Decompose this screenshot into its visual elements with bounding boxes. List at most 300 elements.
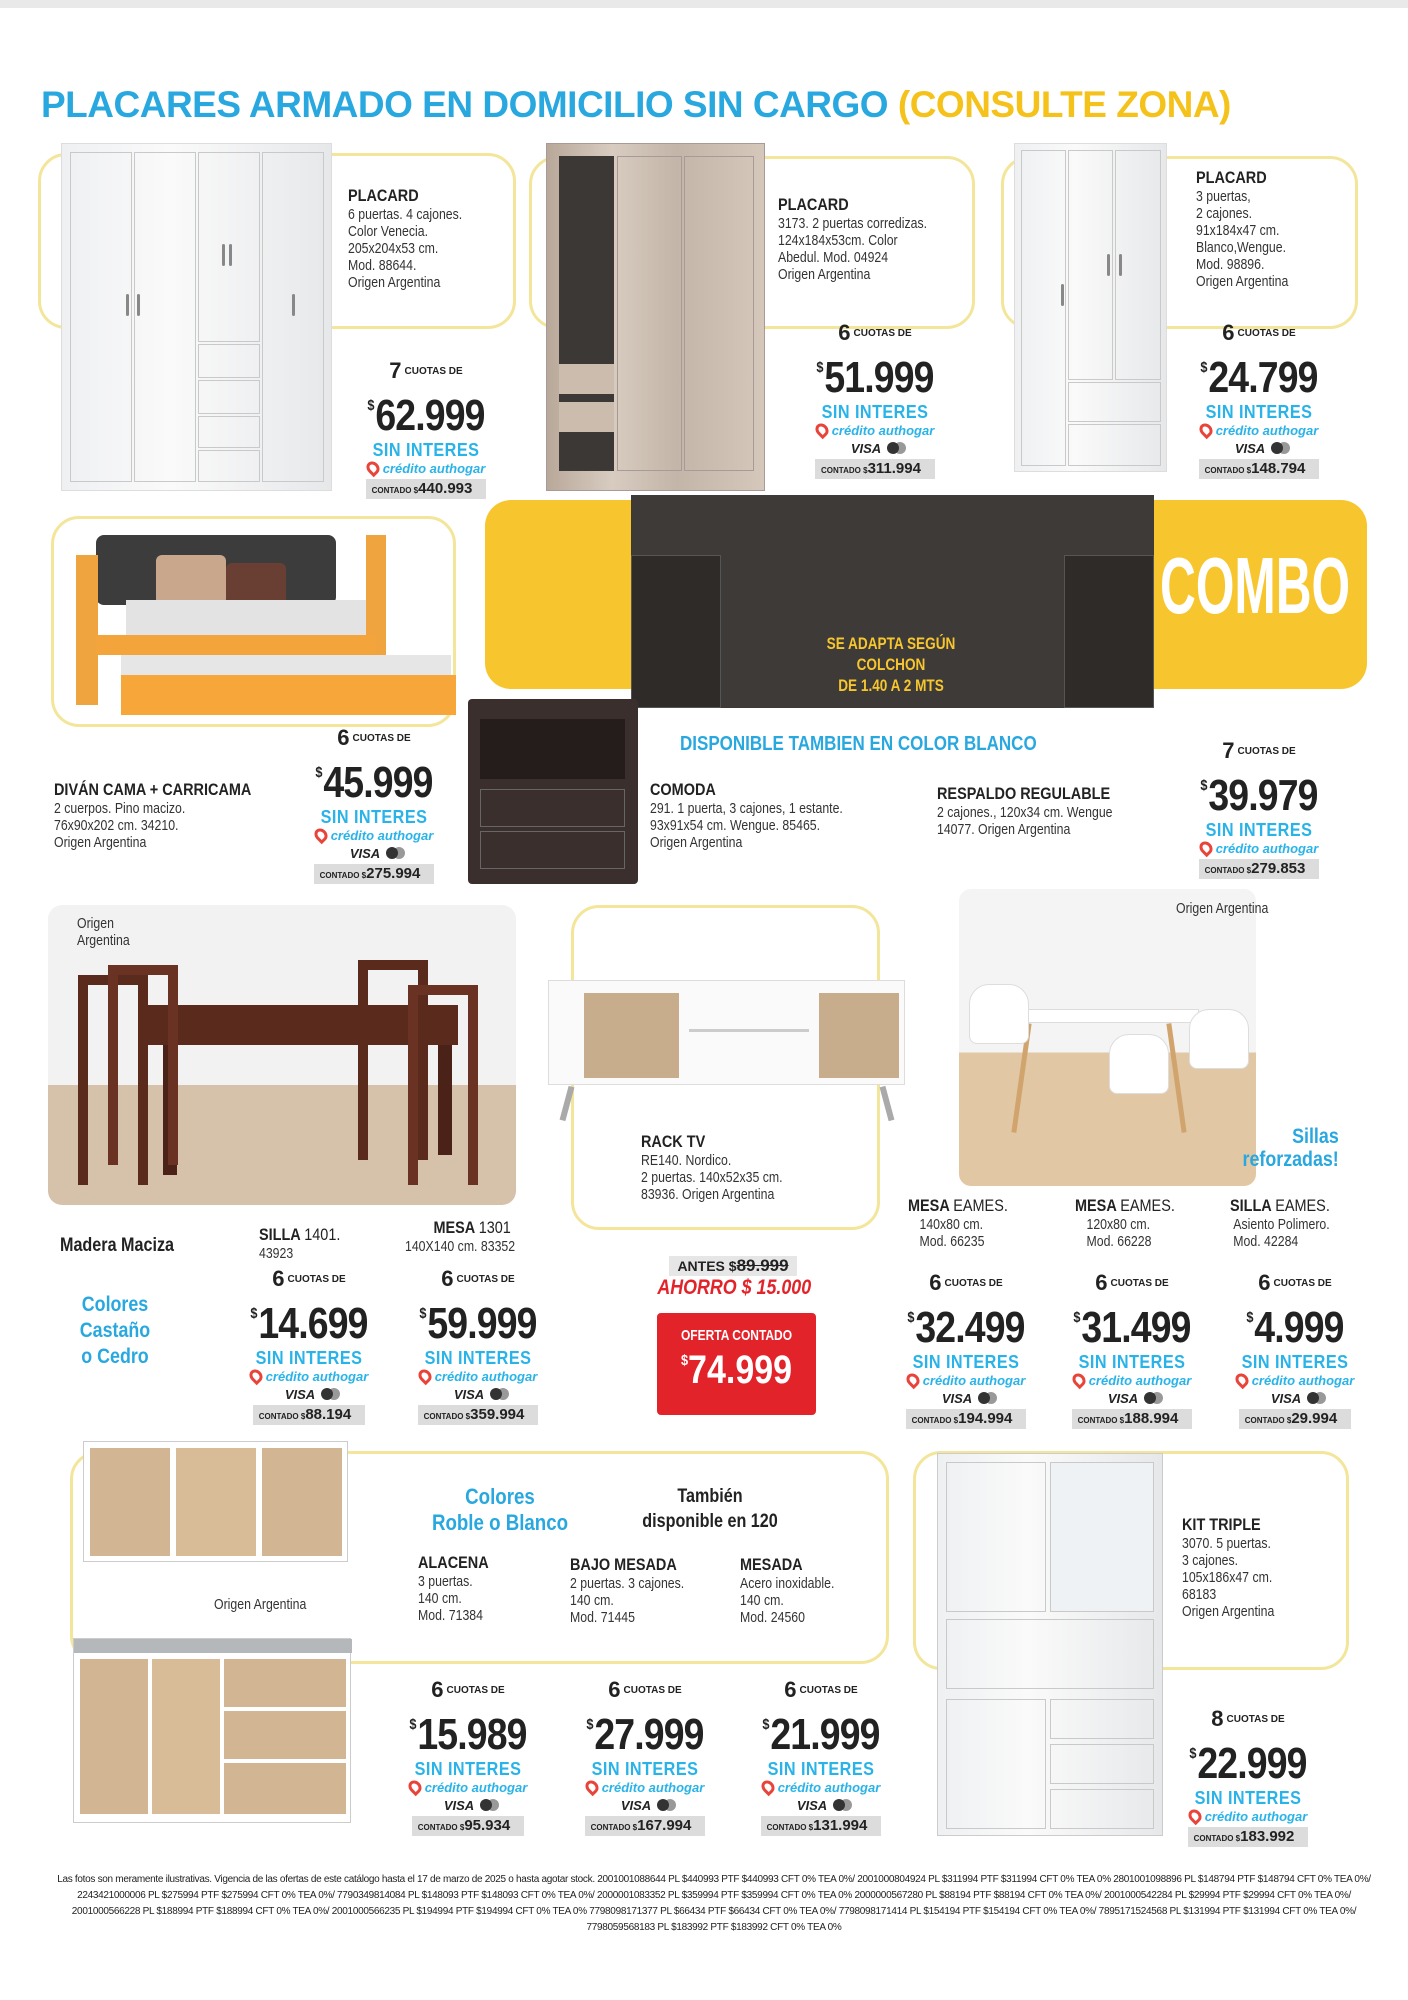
credito-label: crédito authogar: [922, 1373, 1026, 1388]
placard2-price: [795, 320, 955, 479]
placard1-price: [346, 358, 506, 499]
price: [400, 1703, 536, 1757]
silla1401-price: [229, 1266, 389, 1425]
contado-value: 440.993: [418, 480, 473, 497]
visa-logo: VISA: [1107, 1391, 1139, 1406]
contado-label: CONTADO $: [423, 1412, 471, 1421]
credito-label: crédito authogar: [1251, 1373, 1355, 1388]
credito-authogar: [1179, 841, 1339, 856]
location-pin-icon: [1197, 839, 1215, 857]
payment-cards: [398, 1387, 558, 1402]
placard3-price: [1179, 320, 1339, 479]
comoda-image: [468, 699, 638, 884]
alacena-info: [418, 1553, 501, 1624]
price: [1191, 764, 1327, 818]
contado-price: [906, 1409, 1027, 1429]
product-desc: 3 puertas, 2 cajones. 91x184x47 cm. Blanco,Wengue. Mod. 98896. Origen Argentina: [1196, 188, 1289, 290]
placard3-info: [1196, 168, 1309, 290]
alacena-image: [83, 1441, 348, 1562]
visa-logo: VISA: [941, 1391, 973, 1406]
contado-label: CONTADO $: [911, 1416, 959, 1425]
product-model: EAMES.: [953, 1196, 1008, 1215]
location-pin-icon: [1233, 1371, 1251, 1389]
kit-triple-image: [937, 1453, 1163, 1836]
silla1401-info: [259, 1225, 355, 1262]
contado-value: 29.994: [1291, 1410, 1338, 1427]
credito-authogar: [741, 1780, 901, 1795]
cuotas-count: [795, 320, 955, 346]
cuotas-count: [741, 1677, 901, 1703]
price: [807, 346, 943, 400]
price: [1191, 346, 1327, 400]
product-title: RACK TV: [641, 1132, 706, 1151]
payment-cards: [1215, 1391, 1375, 1406]
placard2-info: [778, 195, 960, 283]
mesa1301-price: [398, 1266, 558, 1425]
contado-label: CONTADO $: [1193, 1834, 1241, 1843]
combo-label: COMBO: [1160, 541, 1351, 630]
payment-cards: [294, 846, 454, 861]
placard3-image: [1014, 143, 1167, 472]
mastercard-icon: [833, 1799, 845, 1811]
price-value: 59.999: [427, 1299, 537, 1348]
contado-value: 88.194: [305, 1406, 352, 1423]
contado-value: 359.994: [470, 1406, 525, 1423]
cuotas-label: CUOTAS DE: [853, 328, 912, 339]
cuotas-number: 6: [1095, 1270, 1108, 1295]
contado-label: CONTADO $: [766, 1823, 814, 1832]
cuotas-count: [1215, 1270, 1375, 1296]
visa-logo: VISA: [850, 441, 882, 456]
credito-label: crédito authogar: [1215, 423, 1319, 438]
disponible-blanco: DISPONIBLE TAMBIEN EN COLOR BLANCO: [680, 733, 1037, 755]
product-title: COMODA: [650, 780, 716, 799]
visa-logo: VISA: [1270, 1391, 1302, 1406]
sin-interes: SIN INTERES: [1241, 1352, 1349, 1372]
cuotas-number: 8: [1211, 1706, 1224, 1731]
payment-cards: [886, 1391, 1046, 1406]
mesada-info: [740, 1555, 855, 1626]
credito-authogar: [1215, 1373, 1375, 1388]
contado-value: 95.934: [464, 1817, 511, 1834]
price: [898, 1296, 1034, 1350]
contado-value: 188.994: [1124, 1410, 1179, 1427]
contado-value: 183.992: [1240, 1828, 1295, 1845]
contado-label: CONTADO $: [590, 1823, 638, 1832]
cuotas-label: CUOTAS DE: [404, 366, 463, 377]
product-title: KIT TRIPLE: [1182, 1515, 1261, 1534]
price: [410, 1292, 546, 1346]
cuotas-count: [1168, 1706, 1328, 1732]
contado-label: CONTADO $: [1204, 466, 1252, 475]
payment-cards: [388, 1798, 548, 1813]
contado-value: 279.853: [1251, 860, 1306, 877]
product-desc: 140X140 cm. 83352: [405, 1238, 516, 1255]
cuotas-number: 7: [1222, 738, 1235, 763]
kit-triple-price: [1168, 1706, 1328, 1847]
mesa-eames-120-info: [1075, 1196, 1192, 1250]
sin-interes: SIN INTERES: [414, 1759, 522, 1779]
contado-label: CONTADO $: [1204, 866, 1252, 875]
credito-authogar: [886, 1373, 1046, 1388]
product-title: BAJO MESADA: [570, 1555, 677, 1574]
mesada-price: [741, 1677, 901, 1836]
location-pin-icon: [1197, 421, 1215, 439]
colores-castano: Colores Castaño o Cedro: [79, 1293, 151, 1368]
sillas-reforzadas: Sillas reforzadas!: [1242, 1125, 1339, 1171]
sin-interes: SIN INTERES: [821, 402, 929, 422]
bajo-mesada-price: [565, 1677, 725, 1836]
contado-label: CONTADO $: [319, 871, 367, 880]
alacena-price: [388, 1677, 548, 1836]
kitchen-origen: Origen Argentina: [214, 1596, 307, 1613]
visa-logo: VISA: [349, 846, 381, 861]
mesa-eames-120-price: [1052, 1270, 1212, 1429]
currency: $: [762, 1716, 769, 1733]
placard2-image: [546, 143, 765, 491]
mastercard-icon: [1144, 1392, 1156, 1404]
cuotas-count: [294, 725, 454, 751]
product-title: PLACARD: [778, 195, 849, 214]
dining-image: [48, 905, 516, 1205]
location-pin-icon: [1070, 1371, 1088, 1389]
antes-price: 89.999: [736, 1256, 789, 1275]
credito-authogar: [795, 423, 955, 438]
currency: $: [1189, 1745, 1196, 1762]
cuotas-count: [1052, 1270, 1212, 1296]
cuotas-number: 6: [784, 1677, 797, 1702]
placard1-image: [61, 143, 332, 491]
product-desc: 3 puertas. 140 cm. Mod. 71384: [418, 1573, 483, 1624]
currency: $: [907, 1309, 914, 1326]
sin-interes: SIN INTERES: [372, 440, 480, 460]
credito-label: crédito authogar: [330, 828, 434, 843]
ahorro-text: AHORRO $ 15.000: [657, 1276, 812, 1299]
contado-price: [412, 1816, 524, 1836]
currency: $: [1246, 1309, 1253, 1326]
cuotas-number: 6: [441, 1266, 454, 1291]
product-desc: 2 cajones., 120x34 cm. Wengue 14077. Origen Argentina: [937, 804, 1113, 838]
payment-cards: [1179, 441, 1339, 456]
credito-authogar: [388, 1780, 548, 1795]
location-pin-icon: [583, 1778, 601, 1796]
location-pin-icon: [312, 826, 330, 844]
cuotas-label: CUOTAS DE: [1237, 328, 1296, 339]
top-bar: [0, 0, 1408, 8]
product-desc: 291. 1 puerta, 3 cajones, 1 estante. 93x91x54 cm. Wengue. 85465. Origen Argentina: [650, 800, 843, 851]
product-title: MESA: [1075, 1196, 1117, 1215]
rack-image: [548, 980, 905, 1085]
credito-label: crédito authogar: [434, 1369, 538, 1384]
sin-interes: SIN INTERES: [255, 1348, 363, 1368]
contado-value: 148.794: [1251, 460, 1306, 477]
divan-image: [76, 535, 462, 740]
cuotas-count: [346, 358, 506, 384]
divan-price: [294, 725, 454, 884]
oferta-contado-box: [657, 1313, 816, 1415]
payment-cards: [229, 1387, 389, 1402]
credito-authogar: [229, 1369, 389, 1384]
product-title: RESPALDO REGULABLE: [937, 784, 1111, 803]
tambien-120: También disponible en 120: [642, 1486, 778, 1532]
contado-value: 167.994: [637, 1817, 692, 1834]
contado-price: [1199, 459, 1320, 479]
price-value: 14.699: [258, 1299, 368, 1348]
divan-info: [54, 780, 286, 851]
currency: $: [1200, 777, 1207, 794]
price: [1227, 1296, 1363, 1350]
currency: $: [419, 1305, 426, 1322]
mesa1301-info: [405, 1218, 539, 1255]
respaldo-info: [937, 784, 1151, 838]
price-value: 15.989: [417, 1710, 527, 1759]
product-model: EAMES.: [1275, 1196, 1330, 1215]
cuotas-count: [398, 1266, 558, 1292]
comoda-info: [650, 780, 885, 851]
visa-logo: VISA: [443, 1798, 475, 1813]
contado-price: [418, 1405, 539, 1425]
product-title: PLACARD: [348, 186, 419, 205]
contado-price: [1239, 1409, 1351, 1429]
eames-origen: Origen Argentina: [1176, 900, 1269, 917]
product-title: MESA: [908, 1196, 950, 1215]
mastercard-icon: [386, 847, 398, 859]
contado-label: CONTADO $: [258, 1412, 306, 1421]
visa-logo: VISA: [453, 1387, 485, 1402]
price-value: 31.499: [1081, 1303, 1191, 1352]
payment-cards: [795, 441, 955, 456]
kit-triple-info: [1182, 1515, 1295, 1620]
cuotas-count: [565, 1677, 725, 1703]
silla-eames-price: [1215, 1270, 1375, 1429]
visa-logo: VISA: [1234, 441, 1266, 456]
price: [753, 1703, 889, 1757]
credito-authogar: [346, 461, 506, 476]
product-desc: 43923: [259, 1245, 294, 1262]
location-pin-icon: [759, 1778, 777, 1796]
sin-interes: SIN INTERES: [424, 1348, 532, 1368]
bajo-mesada-image: [73, 1638, 351, 1823]
contado-label: CONTADO $: [1244, 1416, 1292, 1425]
price-value: 39.979: [1208, 771, 1318, 820]
madera-maciza: Madera Maciza: [60, 1235, 175, 1256]
visa-logo: VISA: [620, 1798, 652, 1813]
contado-price: [366, 479, 487, 499]
sin-interes: SIN INTERES: [1205, 820, 1313, 840]
cuotas-count: [229, 1266, 389, 1292]
price-value: 45.999: [323, 758, 433, 807]
silla-eames-info: [1230, 1196, 1352, 1250]
contado-price: [815, 459, 935, 479]
product-model: 1301: [478, 1218, 511, 1237]
credito-label: crédito authogar: [1215, 841, 1319, 856]
visa-logo: VISA: [284, 1387, 316, 1402]
price: [306, 751, 442, 805]
mastercard-icon: [1271, 442, 1283, 454]
combo-adapta-text: SE ADAPTA SEGÚN COLCHON DE 1.40 A 2 MTS: [826, 634, 956, 695]
price-value: 22.999: [1197, 1739, 1307, 1788]
credito-label: crédito authogar: [265, 1369, 369, 1384]
page-title: [41, 84, 1231, 126]
sin-interes: SIN INTERES: [1078, 1352, 1186, 1372]
contado-label: CONTADO $: [821, 466, 868, 475]
location-pin-icon: [247, 1367, 265, 1385]
oferta-label: OFERTA CONTADO: [680, 1327, 793, 1344]
cuotas-number: 6: [838, 320, 851, 345]
product-model: 1401.: [304, 1225, 341, 1244]
cuotas-label: CUOTAS DE: [1273, 1278, 1332, 1289]
cuotas-number: 6: [431, 1677, 444, 1702]
credito-label: crédito authogar: [777, 1780, 881, 1795]
product-title: MESADA: [740, 1555, 803, 1574]
cuotas-number: 6: [272, 1266, 285, 1291]
credito-label: crédito authogar: [1088, 1373, 1192, 1388]
credito-authogar: [398, 1369, 558, 1384]
cuotas-label: CUOTAS DE: [799, 1685, 858, 1696]
product-desc: 6 puertas. 4 cajones. Color Venecia. 205x204x53 cm. Mod. 88644. Origen Argentina: [348, 206, 463, 291]
cuotas-label: CUOTAS DE: [456, 1274, 515, 1285]
price: [1180, 1732, 1316, 1786]
payment-cards: [1052, 1391, 1212, 1406]
cuotas-number: 7: [389, 358, 402, 383]
product-title: DIVÁN CAMA + CARRICAMA: [54, 780, 252, 799]
rack-info: [641, 1132, 814, 1203]
oferta-price: 74.999: [688, 1348, 793, 1392]
cuotas-label: CUOTAS DE: [1226, 1714, 1285, 1725]
contado-value: 131.994: [813, 1817, 868, 1834]
price-value: 21.999: [770, 1710, 880, 1759]
cuotas-count: [1179, 738, 1339, 764]
credito-label: crédito authogar: [382, 461, 486, 476]
credito-authogar: [565, 1780, 725, 1795]
cuotas-number: 6: [1222, 320, 1235, 345]
currency: $: [816, 359, 823, 376]
currency: $: [367, 397, 374, 414]
credito-authogar: [1052, 1373, 1212, 1388]
cuotas-label: CUOTAS DE: [352, 733, 411, 744]
mastercard-icon: [480, 1799, 492, 1811]
dining-origen: Origen Argentina: [77, 915, 130, 949]
mastercard-icon: [321, 1388, 333, 1400]
cuotas-label: CUOTAS DE: [446, 1685, 505, 1696]
credito-label: crédito authogar: [1204, 1809, 1308, 1824]
location-pin-icon: [406, 1778, 424, 1796]
product-desc: 2 puertas. 3 cajones. 140 cm. Mod. 71445: [570, 1575, 685, 1626]
mastercard-icon: [490, 1388, 502, 1400]
contado-label: CONTADO $: [417, 1823, 465, 1832]
contado-price: [761, 1816, 882, 1836]
credito-authogar: [1168, 1809, 1328, 1824]
cuotas-label: CUOTAS DE: [623, 1685, 682, 1696]
sin-interes: SIN INTERES: [767, 1759, 875, 1779]
cuotas-count: [388, 1677, 548, 1703]
sin-interes: SIN INTERES: [1194, 1788, 1302, 1808]
mesa-eames-140-info: [908, 1196, 1025, 1250]
product-title: SILLA: [1230, 1196, 1272, 1215]
price-value: 4.999: [1254, 1303, 1344, 1352]
bajo-mesada-info: [570, 1555, 709, 1626]
cuotas-number: 6: [608, 1677, 621, 1702]
payment-cards: [565, 1798, 725, 1813]
mastercard-icon: [657, 1799, 669, 1811]
colores-roble: Colores Roble o Blanco: [431, 1484, 569, 1535]
price-value: 32.499: [915, 1303, 1025, 1352]
product-title: MESA: [433, 1218, 475, 1237]
cuotas-label: CUOTAS DE: [944, 1278, 1003, 1289]
cuotas-count: [886, 1270, 1046, 1296]
cuotas-number: 6: [929, 1270, 942, 1295]
credito-label: crédito authogar: [831, 423, 935, 438]
product-title: ALACENA: [418, 1553, 489, 1572]
contado-label: CONTADO $: [1077, 1416, 1125, 1425]
title-zone: (CONSULTE ZONA): [897, 84, 1231, 125]
product-desc: 2 cuerpos. Pino macizo. 76x90x202 cm. 34210. Origen Argentina: [54, 800, 186, 851]
sin-interes: SIN INTERES: [591, 1759, 699, 1779]
credito-authogar: [294, 828, 454, 843]
currency: $: [1200, 359, 1207, 376]
contado-price: [314, 864, 435, 884]
rack-antes: [644, 1256, 822, 1300]
price-value: 62.999: [375, 391, 485, 440]
currency: $: [250, 1305, 257, 1322]
price-value: 24.799: [1208, 353, 1318, 402]
product-desc: 3070. 5 puertas. 3 cajones. 105x186x47 cm. 68183 Origen Argentina: [1182, 1535, 1275, 1620]
sin-interes: SIN INTERES: [320, 807, 428, 827]
location-pin-icon: [364, 459, 382, 477]
price: [241, 1292, 377, 1346]
location-pin-icon: [1186, 1807, 1204, 1825]
product-desc: Acero inoxidable. 140 cm. Mod. 24560: [740, 1575, 835, 1626]
price-value: 27.999: [594, 1710, 704, 1759]
price: [358, 384, 494, 438]
cuotas-label: CUOTAS DE: [1237, 746, 1296, 757]
location-pin-icon: [416, 1367, 434, 1385]
price-value: 51.999: [824, 353, 934, 402]
mastercard-icon: [1307, 1392, 1319, 1404]
visa-logo: VISA: [796, 1798, 828, 1813]
product-desc: 3173. 2 puertas corredizas. 124x184x53cm. Color Abedul. Mod. 04924 Origen Argentina: [778, 215, 928, 283]
location-pin-icon: [813, 421, 831, 439]
antes-label: ANTES $: [677, 1258, 737, 1274]
price: [577, 1703, 713, 1757]
contado-value: 275.994: [366, 865, 421, 882]
cuotas-number: 6: [1258, 1270, 1271, 1295]
currency: $: [315, 764, 322, 781]
currency: $: [680, 1352, 689, 1369]
contado-label: CONTADO $: [371, 486, 419, 495]
price: [1064, 1296, 1200, 1350]
currency: $: [409, 1716, 416, 1733]
payment-cards: [741, 1798, 901, 1813]
location-pin-icon: [904, 1371, 922, 1389]
currency: $: [586, 1716, 593, 1733]
placard1-info: [348, 186, 487, 291]
cuotas-label: CUOTAS DE: [287, 1274, 346, 1285]
legal-fine-print: Las fotos son meramente ilustrativas. Vigencia de las ofertas de este catálogo hasta el 17 de marzo de 2025 o hasta agotar stock. 2001001088644 PL $440993 PTF $440993 CFT 0% TEA 0%/ 2001000804924 PL $311994 PTF $311994 CFT 0% TEA 0% 2801001098896 PL $148794 PTF $148794 CFT 0% TEA 0%/ 2243421000006 PL $275994 PTF $275994 CFT 0% TEA 0%/ 7790349814084 PL $148093 PTF $148093 CFT 0% TEA 0%/ 2000001083352 PL $359994 PTF $359994 CFT 0% TEA 0% 2000000567280 PL $88194 PTF $88194 CFT 0% TEA 0%/ 2001000542284 PL $29994 PTF $29994 CFT 0% TEA 0%/ 2001000566228 PL $188994 PTF $188994 CFT 0% TEA 0%/ 2001000566235 PL $194994 PTF $194994 CFT 0% TEA 0% 7798098171377 PL $66434 PTF $66434 CFT 0% TEA 0%/ 7798098171414 PL $154194 PTF $154194 CFT 0% TEA 0%/ 7895171524568 PL $131994 PTF $131994 CFT 0% TEA 0%/ 7798059568183 PL $183992 PTF $183992 CFT 0% TEA 0%: [57, 1874, 1371, 1933]
product-title: SILLA: [259, 1225, 301, 1244]
product-desc: RE140. Nordico. 2 puertas. 140x52x35 cm. 83936. Origen Argentina: [641, 1152, 783, 1203]
title-main: PLACARES ARMADO EN DOMICILIO SIN CARGO: [41, 84, 889, 125]
product-model: EAMES.: [1120, 1196, 1175, 1215]
contado-price: [253, 1405, 365, 1425]
contado-value: 194.994: [958, 1410, 1013, 1427]
currency: $: [1073, 1309, 1080, 1326]
credito-label: crédito authogar: [601, 1780, 705, 1795]
product-desc: 120x80 cm. Mod. 66228: [1086, 1216, 1152, 1250]
contado-price: [1199, 859, 1320, 879]
contado-price: [1072, 1409, 1193, 1429]
mastercard-icon: [887, 442, 899, 454]
